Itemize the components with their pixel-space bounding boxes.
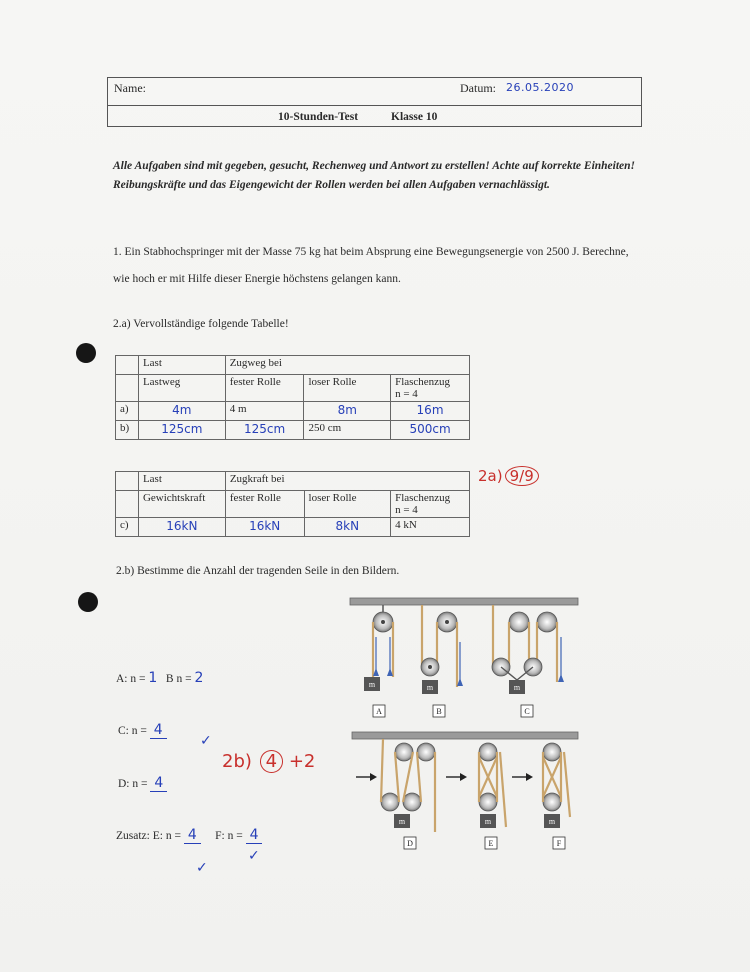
svg-text:m: m: [513, 683, 521, 692]
answer-cell: 16kN: [138, 518, 225, 537]
table-row: b) 125cm 125cm 250 cm 500cm: [116, 421, 470, 440]
figure-f: [512, 743, 570, 849]
task-2b-prompt: 2.b) Bestimme die Anzahl der tragenden Seile in den Bildern.: [116, 565, 400, 577]
figure-label: B: [436, 707, 442, 716]
date-value: 26.05.2020: [506, 81, 574, 94]
answer-c: C: n = 4: [118, 722, 167, 738]
check-mark-icon: ✓: [248, 848, 260, 864]
date-label: Datum:: [460, 81, 496, 95]
pulley-icon: [395, 743, 413, 761]
pulley-icon: [417, 743, 435, 761]
pulley-icon: [403, 793, 421, 811]
check-mark-icon: ✓: [196, 860, 208, 876]
ceiling-beam: [350, 598, 578, 605]
figure-label: F: [556, 839, 562, 848]
pulley-icon: [479, 743, 497, 761]
arrow-icon: [526, 773, 533, 781]
answer-cell: 16m: [391, 402, 470, 421]
answer-cell: 500cm: [391, 421, 470, 440]
col-last: Last: [138, 356, 225, 375]
test-title: 10-Stunden-Test: [278, 111, 359, 123]
figure-b: [421, 605, 463, 717]
answer-e-f: Zusatz: E: n = 4 F: n = 4: [116, 827, 262, 843]
pulley-figures: [348, 592, 583, 860]
pulley-icon: [543, 743, 561, 761]
task-2a-prompt: 2.a) Vervollständige folgende Tabelle!: [113, 318, 289, 330]
header-box: [107, 77, 642, 127]
grade-2b-score: 4: [260, 750, 283, 773]
figure-e: [446, 743, 506, 849]
pulley-icon: [479, 793, 497, 811]
pulley-icon: [543, 793, 561, 811]
svg-text:m: m: [426, 683, 434, 692]
answer-cell: 8kN: [304, 518, 391, 537]
punch-hole-bottom: [78, 592, 98, 612]
answer-a-b: A: n = 1 B n = 2: [116, 670, 204, 686]
grade-2a: 2a) 9/9: [478, 466, 539, 486]
answer-d: D: n = 4: [118, 775, 167, 791]
answer-b: 2: [194, 670, 204, 686]
svg-text:m: m: [548, 817, 556, 826]
svg-text:m: m: [484, 817, 492, 826]
figure-c: [492, 605, 564, 717]
table-row: c) 16kN 16kN 8kN 4 kN: [116, 518, 470, 537]
figure-label: A: [376, 707, 382, 716]
col-zugweg: Zugweg bei: [225, 356, 469, 375]
answer-cell: 125cm: [225, 421, 304, 440]
pulley-icon: [381, 793, 399, 811]
pulley-icon: [509, 612, 529, 632]
grade-2a-score: 9/9: [505, 466, 539, 486]
name-label: Name:: [114, 81, 146, 95]
table-row: a) 4m 4 m 8m 16m: [116, 402, 470, 421]
class-title: Klasse 10: [391, 111, 438, 123]
figure-label: D: [407, 839, 413, 848]
distance-table: Last Zugweg bei Lastweg fester Rolle loser Rolle Flaschenzug n = 4 a) 4m 4 m 8m 16m b) 125cm 125cm 250 cm 500cm: [115, 355, 470, 440]
answer-cell: 125cm: [138, 421, 225, 440]
figure-label: C: [524, 707, 530, 716]
arrow-icon: [460, 773, 467, 781]
pulley-icon: [537, 612, 557, 632]
figure-label: E: [488, 839, 494, 848]
ceiling-beam: [352, 732, 578, 739]
instructions: Alle Aufgaben sind mit gegeben, gesucht, Rechenweg und Antwort zu erstellen! Achte auf korrekte Einheiten! Reibungskräfte und das Eigengewicht der Rollen werden bei allen Aufgaben vernachlässigt.: [113, 160, 636, 191]
punch-hole-top: [76, 343, 96, 363]
grade-2b: 2b) 4 +2: [222, 751, 316, 772]
force-table: Last Zugkraft bei Gewichtskraft fester Rolle loser Rolle Flaschenzug n = 4 c) 16kN 16kN 8kN 4 kN: [115, 471, 470, 537]
answer-cell: 16kN: [225, 518, 304, 537]
figure-a: [364, 605, 393, 717]
answer-cell: 8m: [304, 402, 391, 421]
answer-cell: 4m: [138, 402, 225, 421]
check-mark-icon: ✓: [200, 733, 212, 749]
svg-text:m: m: [398, 817, 406, 826]
task-1: 1. Ein Stabhochspringer mit der Masse 75 kg hat beim Absprung eine Bewegungsenergie von 2500 J. Berechne, wie hoch er mit Hilfe dieser Energie höchstens gelangen kann.: [113, 246, 629, 285]
answer-a: 1: [148, 670, 158, 686]
arrow-icon: [370, 773, 377, 781]
svg-text:m: m: [368, 680, 376, 689]
figure-d: [356, 739, 435, 849]
